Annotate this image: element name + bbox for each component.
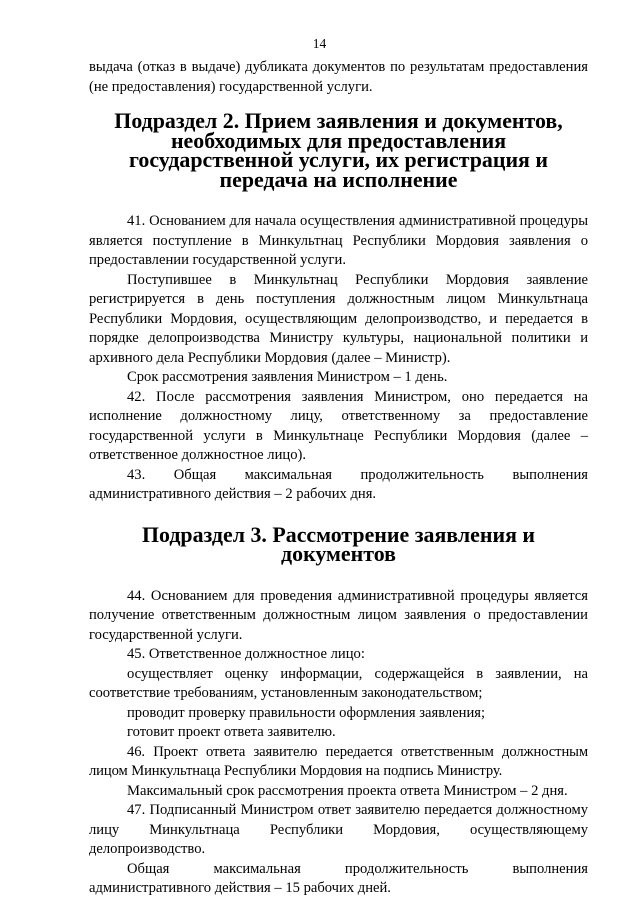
paragraph-42: 42. После рассмотрения заявления Министром, оно передается на исполнение должностному лицу, ответственному за предоставление государственной услуги в Минкультнаце Республики Мордовия (далее – ответственное должностное лицо). [89, 388, 588, 463]
paragraph-total-duration: Общая максимальная продолжительность выполнения административного действия – 15 рабочих дней. [89, 860, 588, 896]
paragraph-45-item-evaluation: осуществляет оценку информации, содержащейся в заявлении, на соответствие требованиям, установленным законодательством; [89, 665, 588, 701]
paragraph-43: 43. Общая максимальная продолжительность выполнения административного действия – 2 рабочих дня. [89, 466, 588, 502]
intro-paragraph: выдача (отказ в выдаче) дубликата документов по результатам предоставления (не предоставления) государственной услуги. [89, 59, 588, 95]
paragraph-review-term: Срок рассмотрения заявления Министром – 1 день. [127, 369, 448, 385]
paragraph-max-term: Максимальный срок рассмотрения проекта ответа Министром – 2 дня. [127, 782, 568, 799]
paragraph-41: 41. Основанием для начала осуществления административной процедуры является поступление в Минкультнац Республики Мордовия заявления о предоставлении государственной услуги. [89, 213, 588, 268]
page-number: 14 [312, 36, 327, 51]
paragraph-45-item-draft: готовит проект ответа заявителю. [127, 724, 336, 740]
paragraph-44: 44. Основанием для проведения административной процедуры является получение ответственным должностным лицом заявления о предоставлении государственной услуги. [89, 587, 588, 643]
paragraph-46: 46. Проект ответа заявителю передается ответственным должностным лицом Минкультнаца Республики Мордовия на подпись Министру. [89, 743, 588, 779]
paragraph-registration: Поступившее в Минкультнац Республики Мордовия заявление регистрируется в день поступления должностным лицом Минкультнаца Республики Мордовия, осуществляющим делопроизводство, и передается в порядке делопроизводства Министру культуры, национальной политики и архивного дела Республики Мордовия (далее – Министр). [89, 271, 588, 366]
subsection-2 [89, 108, 588, 505]
subsection-3-heading: Подраздел 3. Рассмотрение заявления и документов [142, 521, 535, 566]
subsection-2-heading: Подраздел 2. Прием заявления и документов, необходимых для предоставления государственной услуги, их регистрация и передача на исполнение [114, 108, 563, 192]
paragraph-45: 45. Ответственное должностное лицо: [127, 646, 365, 662]
paragraph-45-item-check: проводит проверку правильности оформления заявления; [127, 704, 486, 721]
document-body [89, 58, 588, 899]
paragraph-47: 47. Подписанный Министром ответ заявителю передается должностному лицу Минкультнаца Республики Мордовия, осуществляющему делопроизводство. [89, 802, 588, 857]
subsection-3 [89, 521, 588, 899]
